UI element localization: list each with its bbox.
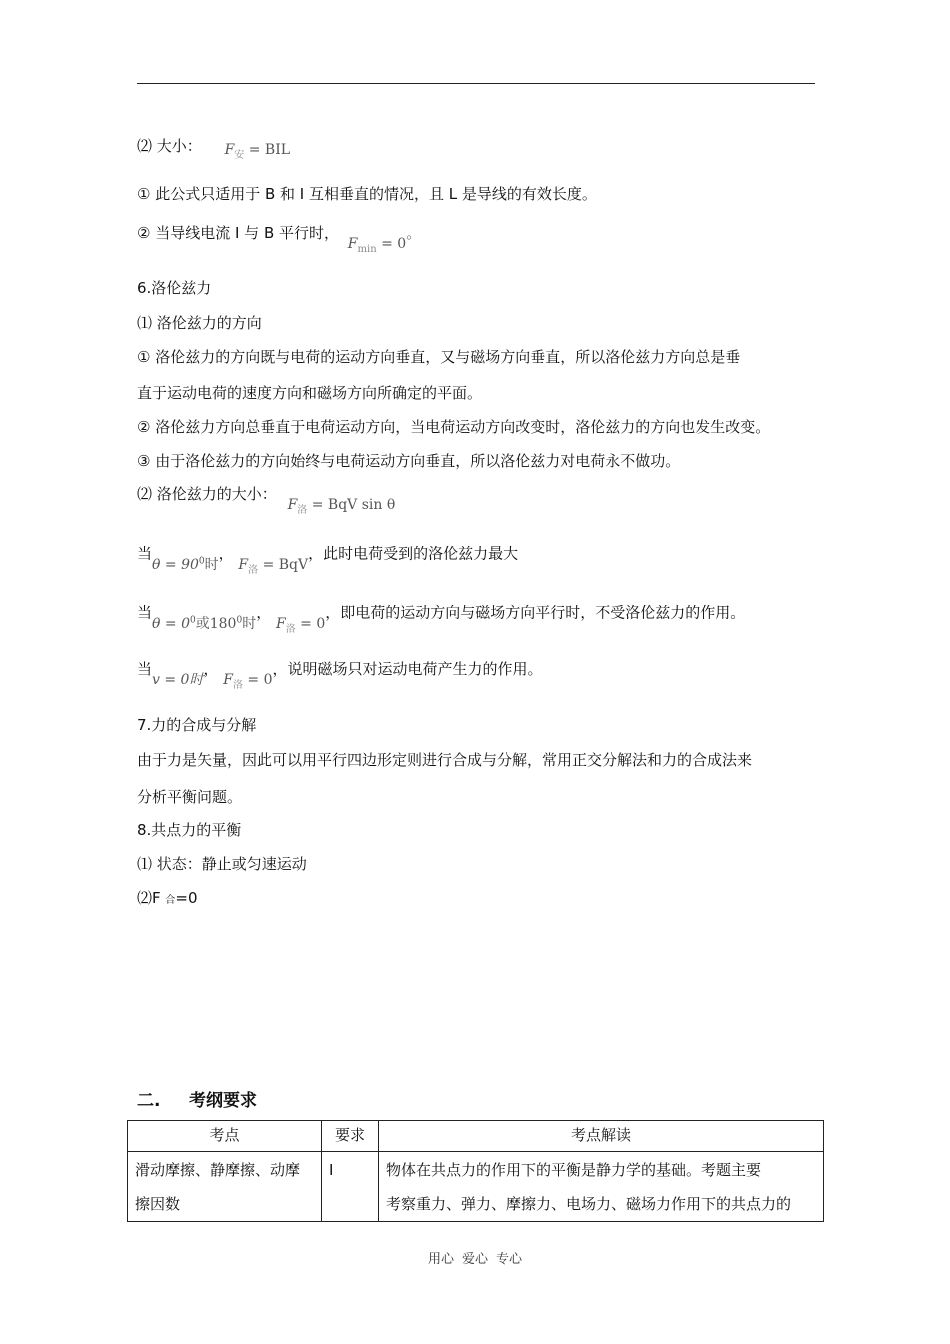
lorentz-direction-1b: 直于运动电荷的速度方向和磁场方向所确定的平面。: [137, 384, 483, 402]
header-rule: [137, 83, 815, 84]
case-1-formula: $F_洛$ = BqV: [238, 556, 309, 576]
lorentz-direction-title: ⑴ 洛伦兹力的方向: [137, 314, 262, 332]
case-2-line: 当$\theta = 0^0$或$180^0$时， $F_洛 = 0$，即电荷的运动方向与磁场方向平行时，不受洛伦兹力的作用。: [137, 603, 746, 635]
case-3-formula: $F_洛 = 0$: [223, 672, 273, 691]
case-1-line: 当$\theta = 90^0$时， $F_洛$ = BqV，此时电荷受到的洛伦兹力最大: [137, 544, 519, 576]
lorentz-size-formula: $F_洛$ = BqV sin θ: [287, 497, 396, 516]
table-cell-desc: 物体在共点力的作用下的平衡是静力学的基础。考题主要 考察重力、弹力、摩擦力、电场力、磁场力作用下的共点力的: [379, 1152, 824, 1222]
size-note-2-line: ② 当导线电流 I 与 B 平行时， $F_{min} = 0$。: [137, 224, 422, 255]
case-2-condition: $\theta = 0^0$或$180^0$时: [152, 615, 257, 632]
case-3-text: ，说明磁场只对运动电荷产生力的作用。: [272, 660, 543, 678]
size-label: ⑵ 大小：: [137, 137, 202, 155]
heading-8: 8.共点力的平衡: [137, 821, 242, 839]
lorentz-direction-1a: ① 洛伦兹力的方向既与电荷的运动方向垂直，又与磁场方向垂直，所以洛伦兹力方向总是垂: [137, 348, 741, 366]
case-2-text: ，即电荷的运动方向与磁场方向平行时，不受洛伦兹力的作用。: [325, 603, 746, 622]
section-2-title: [137, 1086, 257, 1111]
lorentz-size-line: [137, 484, 396, 516]
case-3-condition: v = 0时: [152, 672, 204, 688]
table-header-level: 要求: [322, 1121, 379, 1152]
size-line: [137, 136, 290, 163]
paragraph-7a: 由于力是矢量，因此可以用平行四边形定则进行合成与分解，常用正交分解法和力的合成法来: [137, 751, 753, 769]
requirements-table: [127, 1120, 824, 1222]
case-1-condition: $\theta = 90^0$时: [152, 556, 219, 573]
case-3-line: 当v = 0时， $F_洛 = 0$，说明磁场只对运动电荷产生力的作用。: [137, 660, 543, 691]
lorentz-direction-3: ③ 由于洛伦兹力的方向始终与电荷运动方向垂直，所以洛伦兹力对电荷永不做功。: [137, 452, 681, 470]
table-cell-level: Ⅰ: [322, 1152, 379, 1222]
table-cell-topic: 滑动摩擦、静摩擦、动摩 擦因数: [128, 1152, 322, 1222]
page-footer: 用心 爱心 专心: [427, 1252, 523, 1267]
case-1-text: ，此时电荷受到的洛伦兹力最大: [308, 544, 519, 563]
section-2-label: 考纲要求: [189, 1091, 257, 1111]
size-formula: $F_安$ = BIL: [224, 142, 291, 161]
heading-6: 6.洛伦兹力: [137, 279, 212, 297]
fmin-formula: $F_{min} = 0$: [347, 236, 407, 255]
paragraph-8b: ⑵F 合=0: [137, 889, 198, 907]
section-2-number: 二.: [137, 1091, 161, 1111]
lorentz-size-label: ⑵ 洛伦兹力的大小：: [137, 485, 277, 503]
case-2-formula: $F_洛 = 0$: [275, 615, 326, 635]
size-note-2: ② 当导线电流 I 与 B 平行时，: [137, 224, 340, 242]
paragraph-8a: ⑴ 状态：静止或匀速运动: [137, 855, 307, 873]
table-header-row: [128, 1121, 824, 1152]
paragraph-7b: 分析平衡问题。: [137, 788, 243, 806]
lorentz-direction-2: ② 洛伦兹力方向总垂直于电荷运动方向，当电荷运动方向改变时，洛伦兹力的方向也发生改变。: [137, 418, 771, 436]
size-note-1: ① 此公式只适用于 B 和 I 互相垂直的情况，且 L 是导线的有效长度。: [137, 185, 597, 203]
table-row: [128, 1152, 824, 1222]
heading-7: 7.力的合成与分解: [137, 716, 257, 734]
table-header-topic: 考点: [128, 1121, 322, 1152]
table-header-desc: 考点解读: [379, 1121, 824, 1152]
